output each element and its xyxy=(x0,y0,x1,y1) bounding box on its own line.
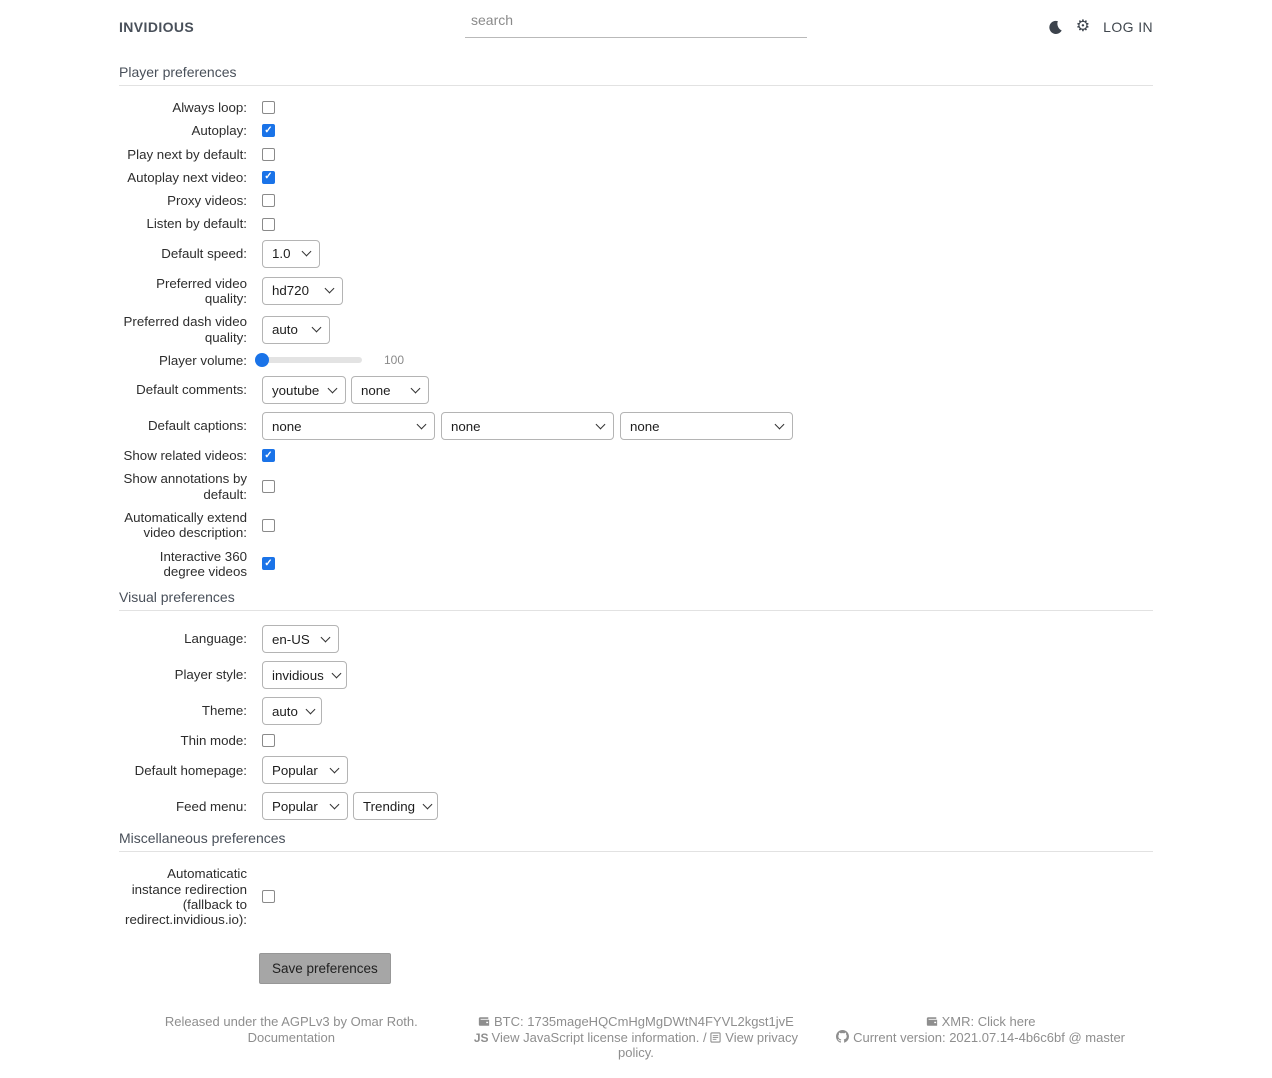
pref-label: Language: xyxy=(184,631,247,647)
pref-label: Interactive 360 degree videos xyxy=(159,548,247,579)
chevron-down-icon xyxy=(596,419,606,429)
js-icon: JS xyxy=(473,1030,489,1045)
listen-by-default-checkbox[interactable] xyxy=(262,218,275,231)
pref-label: Default homepage: xyxy=(134,762,247,778)
annotations-checkbox[interactable] xyxy=(262,480,275,493)
top-bar xyxy=(119,0,1153,54)
instance-redirect-checkbox[interactable] xyxy=(262,890,275,903)
slider-track xyxy=(262,357,362,363)
chevron-down-icon xyxy=(328,383,338,393)
volume-value: 100 xyxy=(384,353,405,368)
default-homepage-select[interactable] xyxy=(262,756,348,784)
autoplay-checkbox[interactable] xyxy=(262,124,275,137)
chevron-down-icon xyxy=(330,763,340,773)
document-icon xyxy=(710,1032,721,1043)
select-value: Trending xyxy=(363,798,415,814)
separator: / xyxy=(703,1029,707,1045)
slider-thumb[interactable] xyxy=(255,353,269,367)
chevron-down-icon xyxy=(775,419,785,429)
pref-label: Play next by default: xyxy=(127,146,247,162)
captions-2-select[interactable] xyxy=(441,412,614,440)
pref-label: Player style: xyxy=(174,667,247,683)
section-divider xyxy=(119,610,1153,611)
footer-right xyxy=(808,1014,1153,1060)
select-value: none xyxy=(361,382,391,398)
select-value: none xyxy=(272,418,302,434)
related-videos-checkbox[interactable] xyxy=(262,449,275,462)
pref-label: Preferred dash video quality: xyxy=(123,314,247,345)
section-title-visual: Visual preferences xyxy=(119,589,235,606)
feed-menu-2-select[interactable] xyxy=(353,792,438,820)
gear-icon: ⚙ xyxy=(1075,18,1091,35)
pref-label: Default captions: xyxy=(147,418,247,434)
dark-mode-toggle[interactable] xyxy=(1048,20,1063,35)
always-loop-checkbox[interactable] xyxy=(262,101,275,114)
pref-row-extend-description xyxy=(119,510,1153,541)
license-line xyxy=(468,1030,805,1060)
thin-mode-checkbox[interactable] xyxy=(262,734,275,747)
footer-center xyxy=(464,1014,809,1060)
language-select[interactable] xyxy=(262,625,339,653)
video-quality-select[interactable] xyxy=(262,277,343,305)
section-title-player: Player preferences xyxy=(119,64,237,80)
pref-row-instance-redirect xyxy=(119,866,1153,927)
version-text: Current version: 2021.07.14-4b6c6bf @ master xyxy=(853,1029,1126,1045)
chevron-down-icon xyxy=(417,419,427,429)
chevron-down-icon xyxy=(302,247,312,257)
captions-3-select[interactable] xyxy=(620,412,793,440)
save-preferences-button[interactable]: Save preferences xyxy=(259,953,391,984)
play-next-checkbox[interactable] xyxy=(262,148,275,161)
pref-label: Feed menu: xyxy=(176,798,247,814)
pref-row-proxy-videos xyxy=(119,193,1153,208)
select-value: none xyxy=(630,418,660,434)
pref-row-autoplay xyxy=(119,123,1153,138)
chevron-down-icon xyxy=(325,284,335,294)
btc-address: BTC: 1735mageHQCmHgMgDWtN4FYVL2kgst1jvE xyxy=(494,1014,794,1030)
top-right-nav xyxy=(1048,19,1153,35)
chevron-down-icon xyxy=(305,704,315,714)
section-divider xyxy=(119,851,1153,852)
chevron-down-icon xyxy=(331,668,341,678)
pref-label: Player volume: xyxy=(159,352,247,368)
comments-source-2-select[interactable] xyxy=(351,376,429,404)
select-value: auto xyxy=(272,703,298,719)
pref-row-default-speed xyxy=(119,240,1153,268)
search-input[interactable] xyxy=(465,8,807,38)
pref-row-dash-quality xyxy=(119,314,1153,345)
chevron-down-icon xyxy=(321,632,331,642)
select-value: 1.0 xyxy=(272,246,291,262)
pref-row-vr360 xyxy=(119,549,1153,580)
pref-label: Always loop: xyxy=(172,100,247,115)
select-value: en-US xyxy=(272,631,310,647)
preferences-gear-link[interactable] xyxy=(1076,19,1090,35)
pref-row-feed-menu xyxy=(119,792,1153,820)
chevron-down-icon xyxy=(330,799,340,809)
xmr-line xyxy=(812,1014,1149,1029)
pref-row-homepage xyxy=(119,756,1153,784)
pref-label: Automaticatic instance redirection (fallback to redirect.invidious.io): xyxy=(125,866,247,928)
pref-label: Preferred video quality: xyxy=(156,275,247,306)
default-speed-select[interactable] xyxy=(262,240,320,268)
pref-row-player-volume xyxy=(119,353,1153,368)
search-box xyxy=(465,8,807,38)
select-value: Popular xyxy=(272,798,318,814)
theme-select[interactable] xyxy=(262,697,322,725)
pref-row-thin-mode xyxy=(119,733,1153,748)
section-title-misc: Miscellaneous preferences xyxy=(119,830,286,847)
chevron-down-icon xyxy=(312,323,322,333)
pref-row-related-videos xyxy=(119,448,1153,463)
pref-row-default-captions xyxy=(119,412,1153,440)
pref-row-player-style xyxy=(119,661,1153,689)
chevron-down-icon xyxy=(411,383,421,393)
pref-label: Autoplay next video: xyxy=(127,169,247,185)
pref-label: Show related videos: xyxy=(123,448,247,464)
pref-row-video-quality xyxy=(119,276,1153,307)
footer xyxy=(119,1014,1153,1078)
pref-label: Show annotations by default: xyxy=(123,471,247,502)
pref-label: Default speed: xyxy=(161,246,247,262)
moon-icon xyxy=(1048,20,1063,35)
select-value: auto xyxy=(272,322,298,338)
btc-line xyxy=(468,1014,805,1029)
pref-label: Automatically extend video description: xyxy=(124,509,247,541)
extend-description-checkbox[interactable] xyxy=(262,519,275,532)
documentation-link[interactable]: Documentation xyxy=(247,1029,336,1045)
select-value: Popular xyxy=(272,762,318,778)
invidious-logo[interactable]: INVIDIOUS xyxy=(119,19,195,35)
pref-label: Theme: xyxy=(201,703,247,719)
pref-label: Autoplay: xyxy=(191,123,247,139)
vr360-checkbox[interactable] xyxy=(262,557,275,570)
github-icon xyxy=(836,1030,849,1043)
select-value: invidious xyxy=(272,667,324,683)
pref-row-autoplay-next xyxy=(119,170,1153,185)
pref-row-default-comments xyxy=(119,376,1153,404)
pref-row-always-loop xyxy=(119,100,1153,115)
select-value: hd720 xyxy=(272,283,309,299)
wallet-icon xyxy=(478,1016,490,1027)
player-style-select[interactable] xyxy=(262,661,347,689)
select-value: youtube xyxy=(272,382,320,398)
proxy-videos-checkbox[interactable] xyxy=(262,194,275,207)
select-value: none xyxy=(451,418,481,434)
pref-row-annotations xyxy=(119,471,1153,502)
login-link[interactable]: LOG IN xyxy=(1103,19,1153,35)
xmr-link[interactable]: XMR: Click here xyxy=(941,1014,1036,1030)
pref-row-listen-by-default xyxy=(119,216,1153,231)
wallet-icon xyxy=(926,1016,938,1027)
chevron-down-icon xyxy=(423,799,433,809)
version-line xyxy=(812,1030,1149,1045)
footer-left xyxy=(119,1014,464,1060)
autoplay-next-checkbox[interactable] xyxy=(262,171,275,184)
js-license-link[interactable]: View JavaScript license information. xyxy=(491,1029,700,1045)
comments-source-1-select[interactable] xyxy=(262,376,346,404)
pref-label: Proxy videos: xyxy=(167,193,247,209)
section-divider xyxy=(119,85,1153,86)
pref-label: Listen by default: xyxy=(146,216,247,232)
privacy-policy-link[interactable]: View privacy policy. xyxy=(617,1029,799,1060)
pref-row-theme xyxy=(119,697,1153,725)
page-container xyxy=(119,0,1153,1078)
dash-quality-select[interactable] xyxy=(262,316,330,344)
footer-released-text: Released under the AGPLv3 by Omar Roth. xyxy=(164,1014,418,1030)
pref-label: Thin mode: xyxy=(180,733,247,749)
captions-1-select[interactable] xyxy=(262,412,435,440)
pref-label: Default comments: xyxy=(136,382,247,398)
pref-row-language xyxy=(119,625,1153,653)
pref-row-play-next xyxy=(119,147,1153,162)
player-volume-slider[interactable] xyxy=(262,353,362,367)
feed-menu-1-select[interactable] xyxy=(262,792,348,820)
